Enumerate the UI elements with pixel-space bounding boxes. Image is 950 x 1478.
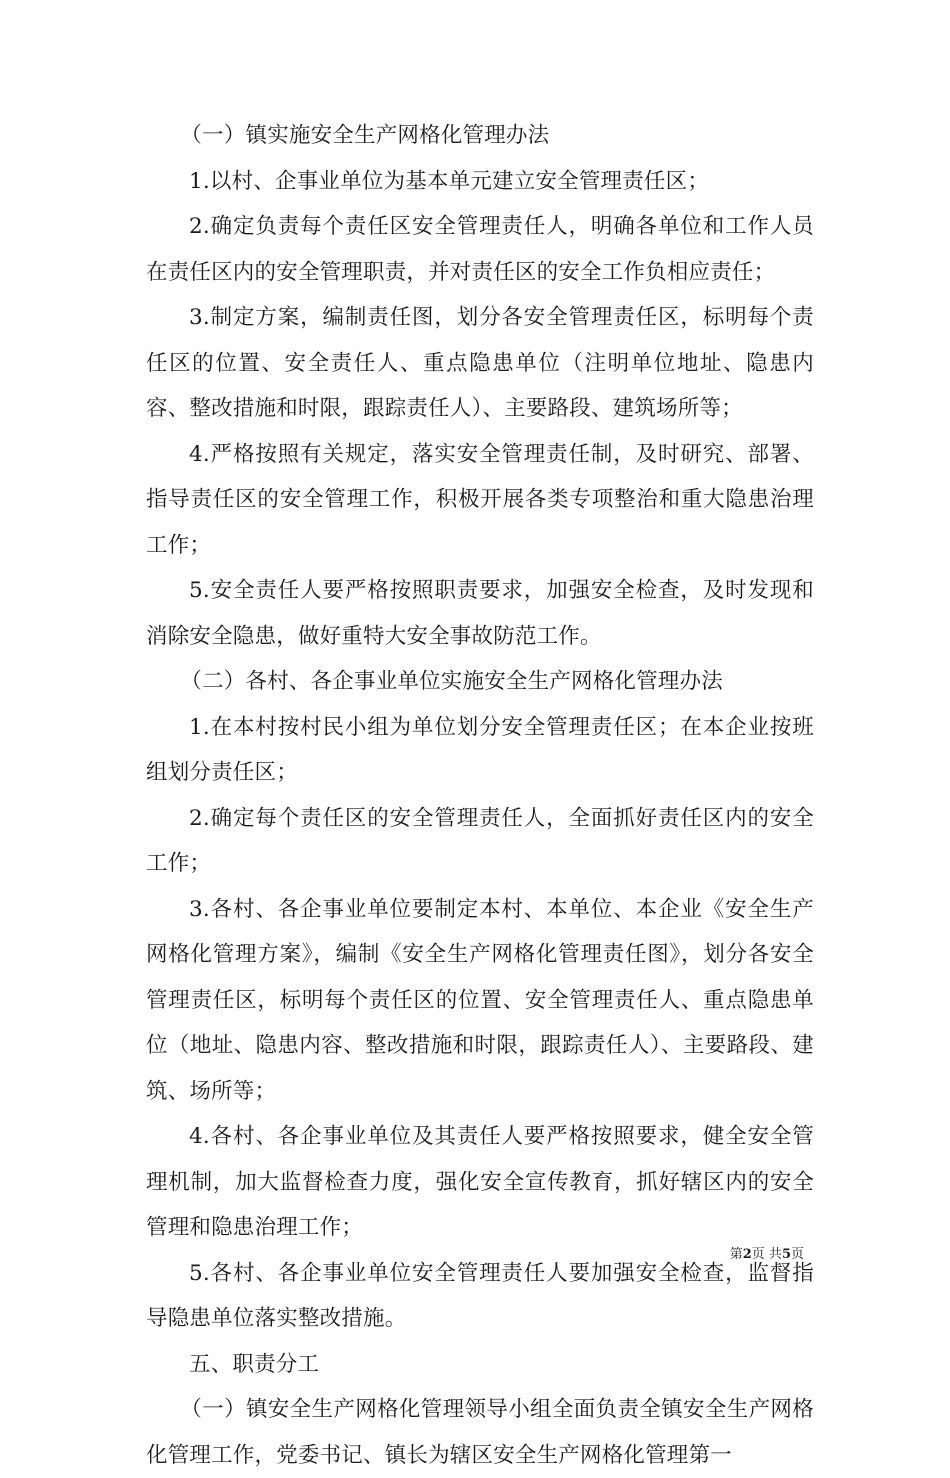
footer-middle: 页 共 [751,1247,782,1262]
paragraph: 1.在本村按村民小组为单位划分安全管理责任区；在本企业按班组划分责任区； [146,714,814,785]
paragraph: 2.确定负责每个责任区安全管理责任人，明确各单位和工作人员在责任区内的安全管理职责，并对责任区的安全工作负相应责任； [146,214,814,285]
heading-2: （二）各村、各企事业单位实施安全生产网格化管理办法 [180,669,723,694]
total-pages-number: 5 [781,1247,791,1262]
page-footer [730,1246,804,1264]
heading-1: （一）镇实施安全生产网格化管理办法 [180,123,550,148]
paragraph: 5.安全责任人要严格按照职责要求，加强安全检查，及时发现和消除安全隐患，做好重特大安全事故防范工作。 [146,578,814,649]
paragraph: 1.以村、企事业单位为基本单元建立安全管理责任区； [189,168,710,194]
current-page-number: 2 [742,1247,752,1262]
section-heading: 五、职责分工 [189,1351,320,1377]
document-body [146,113,814,1478]
footer-prefix: 第 [729,1247,743,1262]
paragraph: 4.各村、各企事业单位及其责任人要严格按照要求，健全安全管理机制，加大监督检查力度，强化安全宣传教育，抓好辖区内的安全管理和隐患治理工作； [146,1124,814,1240]
paragraph: 3.各村、各企事业单位要制定本村、本单位、本企业《安全生产网格化管理方案》，编制《安全生产网格化管理责任图》，划分各安全管理责任区，标明每个责任区的位置、安全管理责任人、重点隐患单位（地址、隐患内容、整改措施和时限，跟踪责任人）、主要路段、建筑、场所等； [146,896,814,1104]
paragraph: 3.制定方案，编制责任图，划分各安全管理责任区，标明每个责任区的位置、安全责任人、重点隐患单位（注明单位地址、隐患内容、整改措施和时限，跟踪责任人）、主要路段、建筑场所等； [146,305,814,421]
footer-suffix: 页 [790,1247,804,1262]
heading-3: （一）镇安全生产网格化管理领导小组全面负责全镇安全生产网格化管理工作，党委书记、镇长为辖区安全生产网格化管理第一 [146,1397,814,1468]
paragraph: 5.各村、各企事业单位安全管理责任人要加强安全检查，监督指导隐患单位落实整改措施。 [146,1260,814,1331]
paragraph: 4.严格按照有关规定，落实安全管理责任制，及时研究、部署、指导责任区的安全管理工作，积极开展各类专项整治和重大隐患治理工作； [146,441,814,558]
paragraph: 2.确定每个责任区的安全管理责任人，全面抓好责任区内的安全工作； [146,805,814,876]
